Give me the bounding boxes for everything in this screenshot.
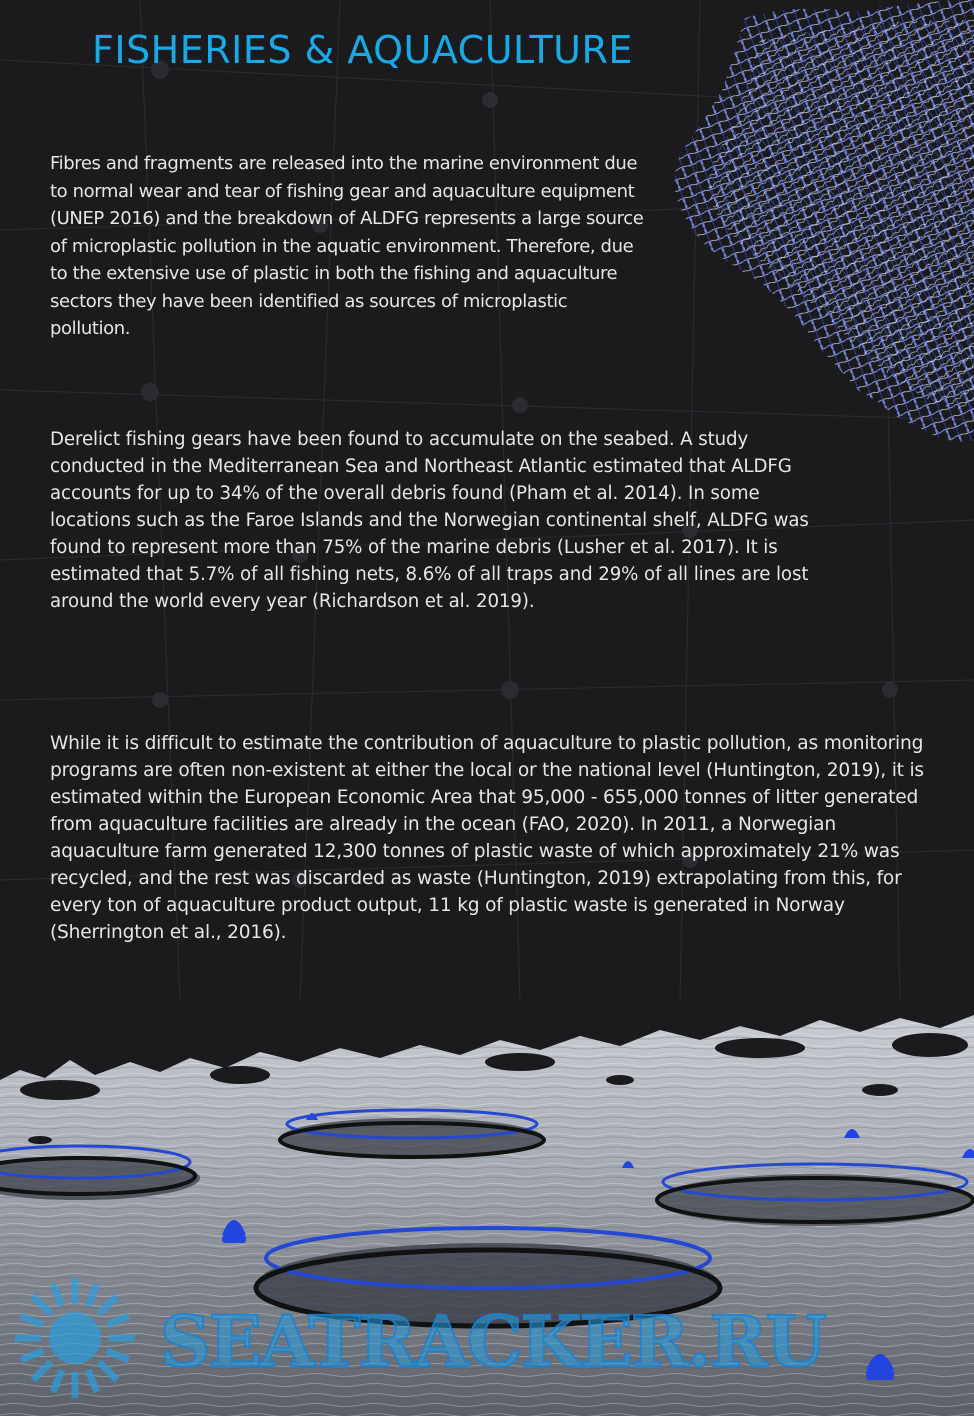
watermark-text: SEATRACKER.RU bbox=[160, 1300, 825, 1383]
sun-logo-icon bbox=[15, 1278, 135, 1398]
paragraph-fibres-fragments: Fibres and fragments are released into the marine environment due to normal wear and tear of fishing gear and aquaculture equipment (UNEP 2016) and the breakdown of ALDFG represents a large source of microplastic pollution in the aquatic environment. Therefore, due to the extensive use of plastic in both the fishing and aquaculture sectors they have been identified as sources of microplastic pollution. bbox=[50, 153, 644, 339]
paragraph-aquaculture: While it is difficult to estimate the contribution of aquaculture to plastic pollution, as monitoring programs are often non-existent at either the local or the national level (Huntington, 2019), it is estimated within the European Economic Area that 95,000 - 655,000 tonnes of litter generated from aquaculture facilities are already in the ocean (FAO, 2020). In 2011, a Norwegian aquaculture farm generated 12,300 tonnes of plastic waste of which approximately 21% was recycled, and the rest was discarded as waste (Huntington, 2019) extrapolating from this, for every ton of aquaculture product output, 11 kg of plastic waste is generated in Norway (Sherrington et al., 2016). bbox=[50, 733, 924, 943]
page-title: FISHERIES & AQUACULTURE bbox=[92, 28, 633, 72]
paragraph-derelict-gear: Derelict fishing gears have been found to accumulate on the seabed. A study conducted in the Mediterranean Sea and Northeast Atlantic estimated that ALDFG accounts for up to 34% of the overall debris found (Pham et al. 2014). In some locations such as the Faroe Islands and the Norwegian continental shelf, ALDFG was found to represent more than 75% of the marine debris (Lusher et al. 2017). It is estimated that 5.7% of all fishing nets, 8.6% of all traps and 29% of all lines are lost around the world every year (Richardson et al. 2019). bbox=[50, 429, 809, 612]
